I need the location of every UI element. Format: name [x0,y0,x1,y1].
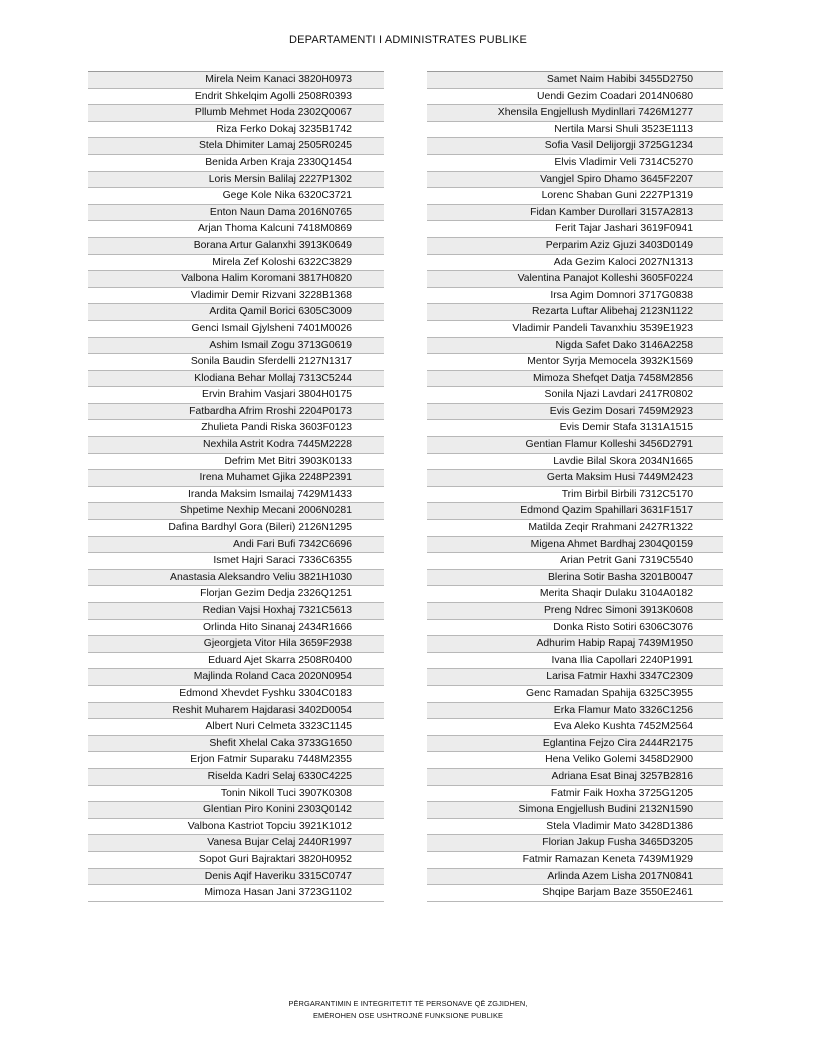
list-item: Vladimir Pandeli Tavanxhiu 3539E1923 [427,321,723,338]
list-item: Mirela Zef Koloshi 6322C3829 [88,255,384,272]
list-item: Samet Naim Habibi 3455D2750 [427,72,723,89]
list-item: Nexhila Astrit Kodra 7445M2228 [88,437,384,454]
list-item: Shqipe Barjam Baze 3550E2461 [427,885,723,902]
list-item: Redian Vajsi Hoxhaj 7321C5613 [88,603,384,620]
list-item: Iranda Maksim Ismailaj 7429M1433 [88,487,384,504]
list-item: Gerta Maksim Husi 7449M2423 [427,470,723,487]
list-item: Ervin Brahim Vasjari 3804H0175 [88,387,384,404]
list-item: Arjan Thoma Kalcuni 7418M0869 [88,221,384,238]
list-item: Vladimir Demir Rizvani 3228B1368 [88,288,384,305]
list-item: Ferit Tajar Jashari 3619F0941 [427,221,723,238]
list-item: Vangjel Spiro Dhamo 3645F2207 [427,172,723,189]
list-item: Orlinda Hito Sinanaj 2434R1666 [88,620,384,637]
list-item: Vanesa Bujar Celaj 2440R1997 [88,835,384,852]
list-item: Ada Gezim Kaloci 2027N1313 [427,255,723,272]
list-item: Xhensila Engjellush Mydinllari 7426M1277 [427,105,723,122]
list-item: Mimoza Hasan Jani 3723G1102 [88,885,384,902]
list-item: Irena Muhamet Gjika 2248P2391 [88,470,384,487]
list-item: Mentor Syrja Memocela 3932K1569 [427,354,723,371]
page-footer [0,998,816,1022]
list-item: Sonila Baudin Sferdelli 2127N1317 [88,354,384,371]
footer-line-2: EMËROHEN OSE USHTROJNË FUNKSIONE PUBLIKE [312,1011,504,1020]
list-item: Fidan Kamber Durollari 3157A2813 [427,205,723,222]
list-item: Arlinda Azem Lisha 2017N0841 [427,869,723,886]
list-item: Valentina Panajot Kolleshi 3605F0224 [427,271,723,288]
list-item: Gjeorgjeta Vitor Hila 3659F2938 [88,636,384,653]
list-item: Loris Mersin Balilaj 2227P1302 [88,172,384,189]
list-item: Ashim Ismail Zogu 3713G0619 [88,338,384,355]
list-item: Riselda Kadri Selaj 6330C4225 [88,769,384,786]
list-item: Lavdie Bilal Skora 2034N1665 [427,454,723,471]
list-item: Enton Naun Dama 2016N0765 [88,205,384,222]
list-item: Eva Aleko Kushta 7452M2564 [427,719,723,736]
list-item: Simona Engjellush Budini 2132N1590 [427,802,723,819]
list-item: Gege Kole Nika 6320C3721 [88,188,384,205]
list-item: Preng Ndrec Simoni 3913K0608 [427,603,723,620]
list-item: Elvis Vladimir Veli 7314C5270 [427,155,723,172]
list-item: Valbona Halim Koromani 3817H0820 [88,271,384,288]
list-item: Genc Ramadan Spahija 6325C3955 [427,686,723,703]
list-item: Fatmir Faik Hoxha 3725G1205 [427,786,723,803]
list-item: Reshit Muharem Hajdarasi 3402D0054 [88,703,384,720]
left-name-list [88,71,384,902]
list-item: Blerina Sotir Basha 3201B0047 [427,570,723,587]
list-item: Borana Artur Galanxhi 3913K0649 [88,238,384,255]
list-item: Dafina Bardhyl Gora (Bileri) 2126N1295 [88,520,384,537]
list-item: Anastasia Aleksandro Veliu 3821H1030 [88,570,384,587]
list-item: Florjan Gezim Dedja 2326Q1251 [88,586,384,603]
list-item: Erka Flamur Mato 3326C1256 [427,703,723,720]
list-item: Matilda Zeqir Rrahmani 2427R1322 [427,520,723,537]
list-item: Genci Ismail Gjylsheni 7401M0026 [88,321,384,338]
list-item: Trim Birbil Birbili 7312C5170 [427,487,723,504]
list-item: Fatbardha Afrim Rroshi 2204P0173 [88,404,384,421]
list-item: Eduard Ajet Skarra 2508R0400 [88,653,384,670]
list-item: Fatmir Ramazan Keneta 7439M1929 [427,852,723,869]
list-item: Donka Risto Sotiri 6306C3076 [427,620,723,637]
list-item: Larisa Fatmir Haxhi 3347C2309 [427,669,723,686]
list-item: Adhurim Habip Rapaj 7439M1950 [427,636,723,653]
list-item: Riza Ferko Dokaj 3235B1742 [88,122,384,139]
list-item: Shefit Xhelal Caka 3733G1650 [88,736,384,753]
list-item: Mirela Neim Kanaci 3820H0973 [88,72,384,89]
list-item: Andi Fari Bufi 7342C6696 [88,537,384,554]
list-item: Nigda Safet Dako 3146A2258 [427,338,723,355]
list-item: Ivana Ilia Capollari 2240P1991 [427,653,723,670]
list-item: Stela Dhimiter Lamaj 2505R0245 [88,138,384,155]
list-item: Migena Ahmet Bardhaj 2304Q0159 [427,537,723,554]
list-item: Irsa Agim Domnori 3717G0838 [427,288,723,305]
list-item: Sonila Njazi Lavdari 2417R0802 [427,387,723,404]
list-item: Merita Shaqir Dulaku 3104A0182 [427,586,723,603]
footer-line-1: PËRGARANTIMIN E INTEGRITETIT TË PERSONAVE QË ZGJIDHEN, [288,999,528,1008]
list-item: Edmond Qazim Spahillari 3631F1517 [427,503,723,520]
list-item: Arian Petrit Gani 7319C5540 [427,553,723,570]
list-item: Erjon Fatmir Suparaku 7448M2355 [88,752,384,769]
list-item: Eglantina Fejzo Cira 2444R2175 [427,736,723,753]
list-item: Defrim Met Bitri 3903K0133 [88,454,384,471]
list-item: Sofia Vasil Delijorgji 3725G1234 [427,138,723,155]
list-item: Benida Arben Kraja 2330Q1454 [88,155,384,172]
list-item: Lorenc Shaban Guni 2227P1319 [427,188,723,205]
list-item: Hena Veliko Golemi 3458D2900 [427,752,723,769]
list-item: Endrit Shkelqim Agolli 2508R0393 [88,89,384,106]
list-item: Gentian Flamur Kolleshi 3456D2791 [427,437,723,454]
list-item: Pllumb Mehmet Hoda 2302Q0067 [88,105,384,122]
list-item: Albert Nuri Celmeta 3323C1145 [88,719,384,736]
list-item: Glentian Piro Konini 2303Q0142 [88,802,384,819]
list-item: Perparim Aziz Gjuzi 3403D0149 [427,238,723,255]
list-item: Rezarta Luftar Alibehaj 2123N1122 [427,304,723,321]
list-item: Zhulieta Pandi Riska 3603F0123 [88,420,384,437]
list-item: Tonin Nikoll Tuci 3907K0308 [88,786,384,803]
list-item: Sopot Guri Bajraktari 3820H0952 [88,852,384,869]
list-item: Uendi Gezim Coadari 2014N0680 [427,89,723,106]
list-item: Evis Gezim Dosari 7459M2923 [427,404,723,421]
list-item: Florian Jakup Fusha 3465D3205 [427,835,723,852]
list-item: Stela Vladimir Mato 3428D1386 [427,819,723,836]
list-item: Majlinda Roland Caca 2020N0954 [88,669,384,686]
list-item: Denis Aqif Haveriku 3315C0747 [88,869,384,886]
list-item: Edmond Xhevdet Fyshku 3304C0183 [88,686,384,703]
list-item: Shpetime Nexhip Mecani 2006N0281 [88,503,384,520]
list-item: Klodiana Behar Mollaj 7313C5244 [88,371,384,388]
list-item: Evis Demir Stafa 3131A1515 [427,420,723,437]
list-item: Mimoza Shefqet Datja 7458M2856 [427,371,723,388]
list-item: Ardita Qamil Borici 6305C3009 [88,304,384,321]
list-item: Nertila Marsi Shuli 3523E1113 [427,122,723,139]
right-name-list [427,71,723,902]
list-item: Valbona Kastriot Topciu 3921K1012 [88,819,384,836]
list-item: Ismet Hajri Saraci 7336C6355 [88,553,384,570]
list-item: Adriana Esat Binaj 3257B2816 [427,769,723,786]
page-title: DEPARTAMENTI I ADMINISTRATES PUBLIKE [288,34,528,46]
